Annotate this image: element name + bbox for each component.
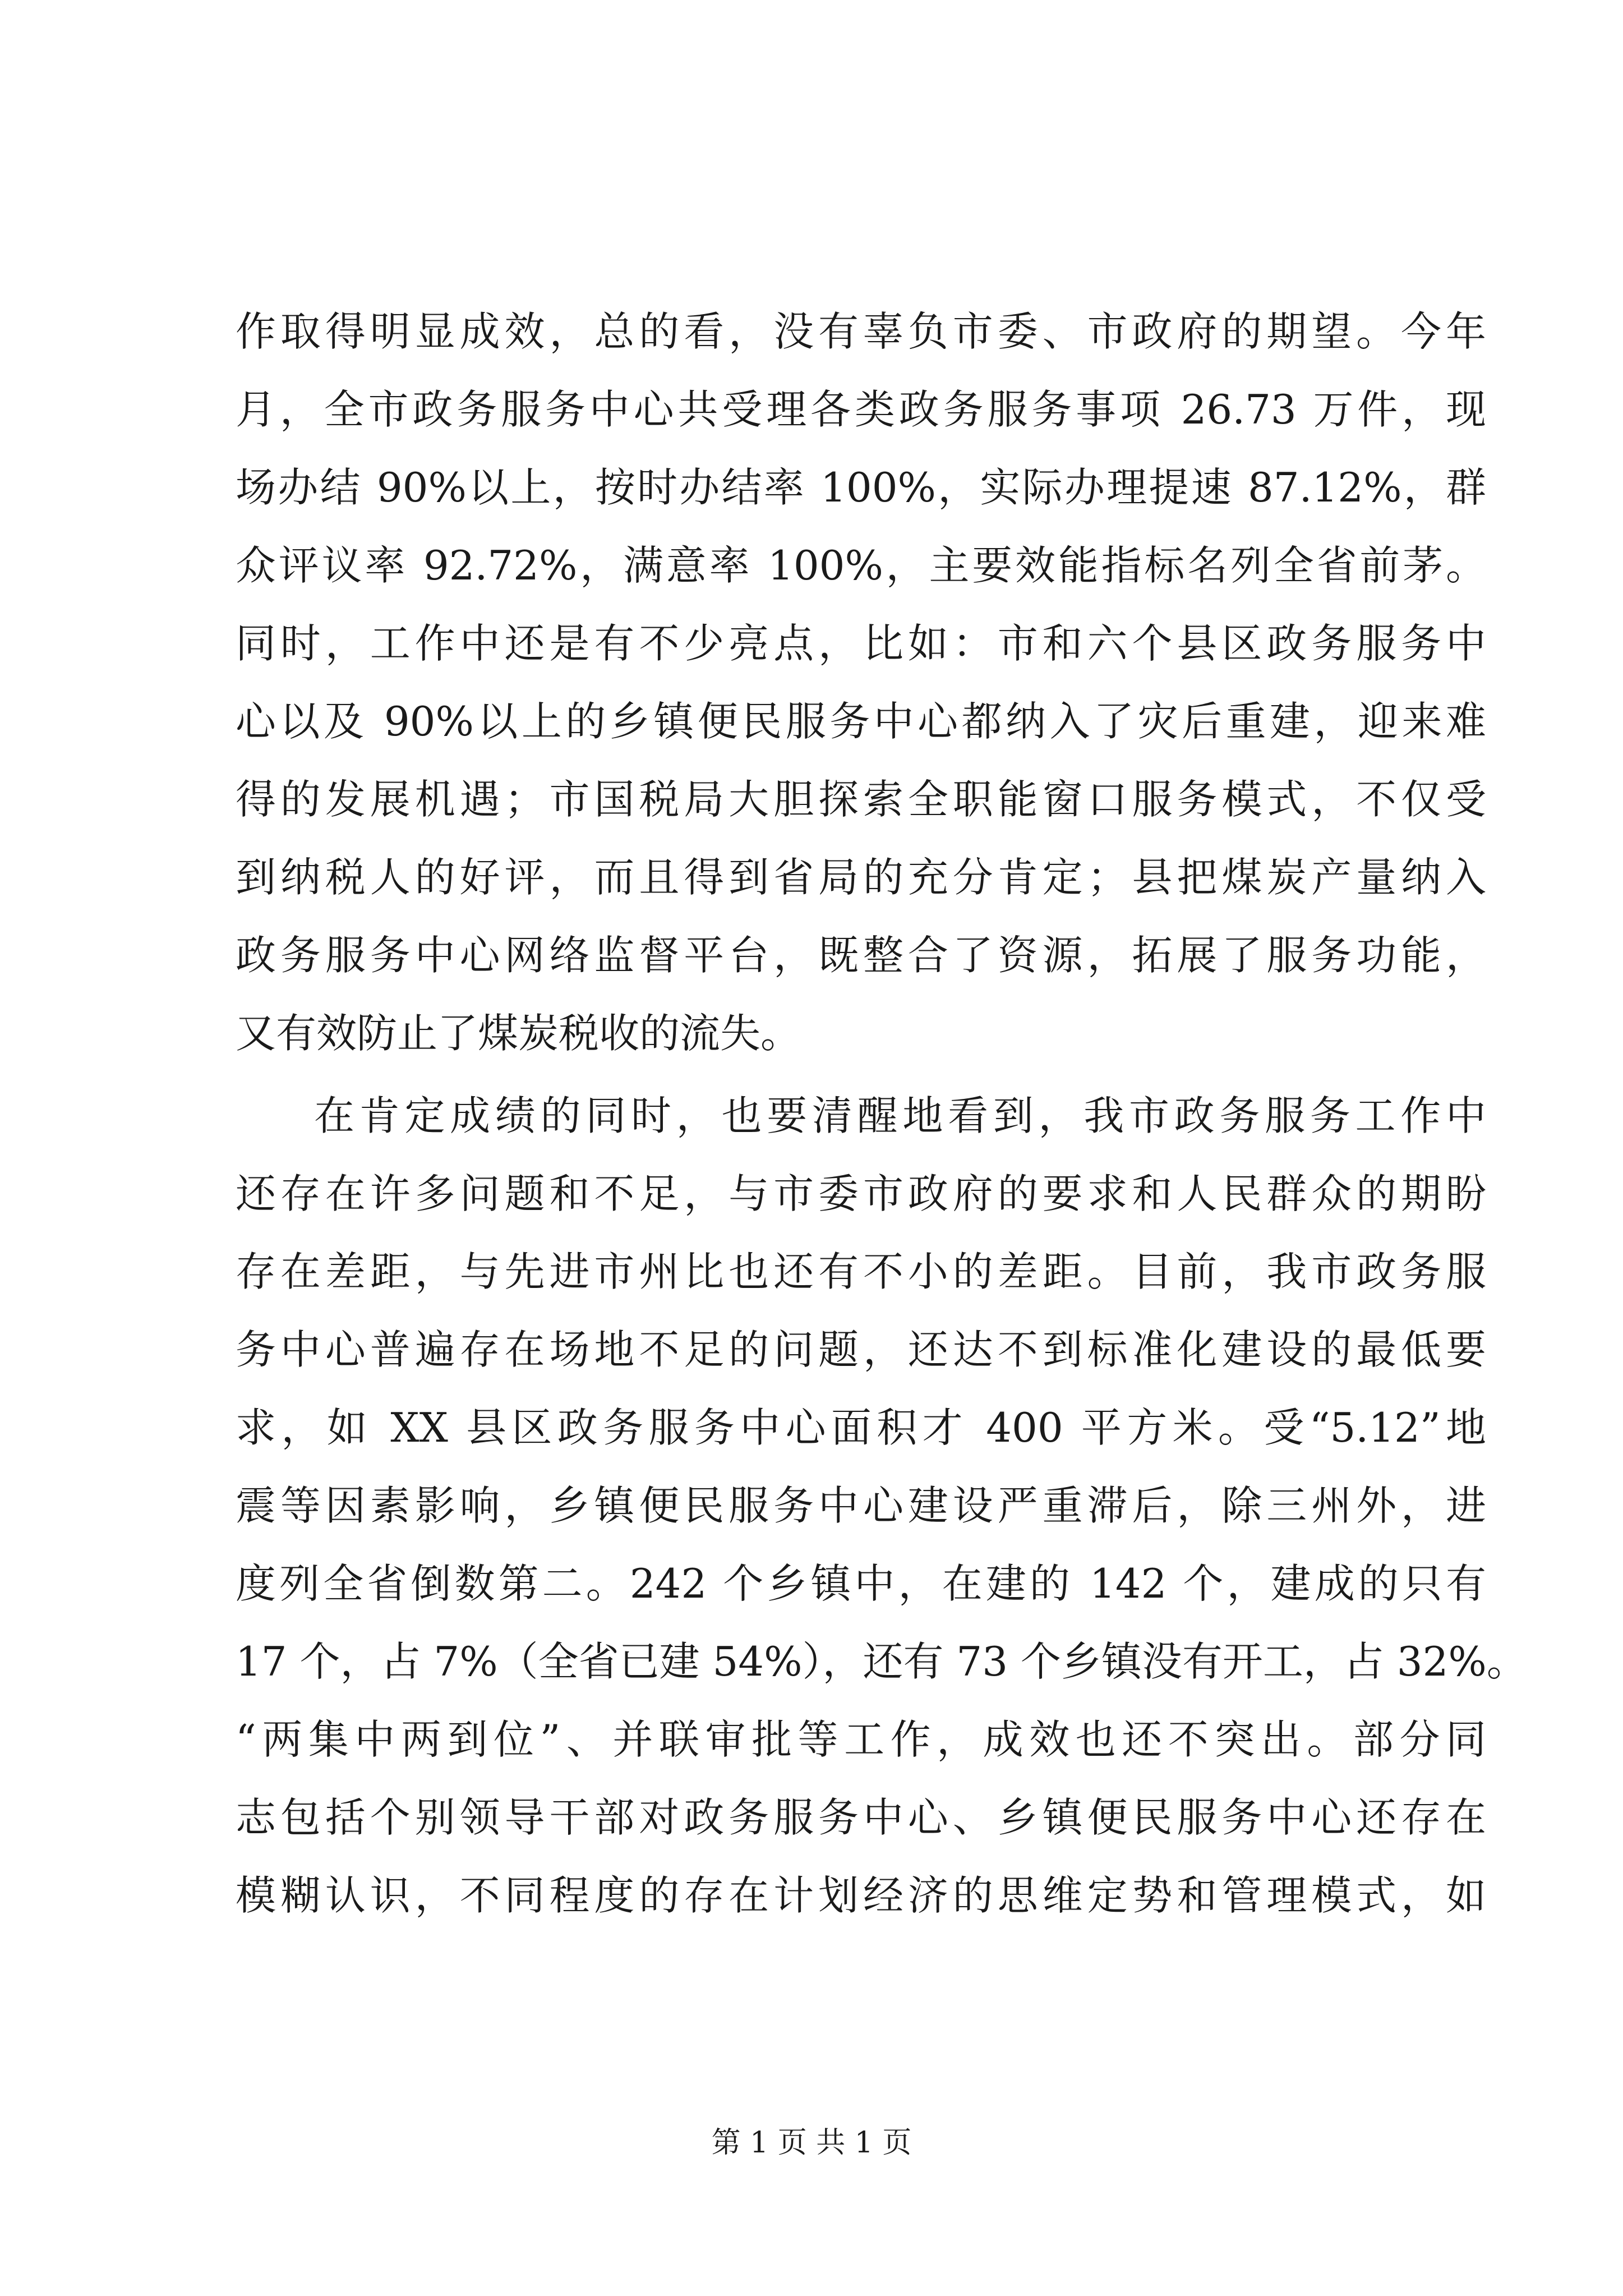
paragraph-1-line: 又有效防止了煤炭税收的流失。 bbox=[236, 1010, 801, 1057]
paragraph-2-line: 还存在许多问题和不足，与市委市政府的要求和人民群众的期盼 bbox=[236, 1170, 1486, 1217]
paragraph-2-line: 度列全省倒数第二。242 个乡镇中，在建的 142 个，建成的只有 bbox=[236, 1560, 1486, 1607]
body-text bbox=[236, 293, 1527, 1935]
paragraph-2-line: 求，如 XX 县区政务服务中心面积才 400 平方米。受“5.12”地 bbox=[236, 1404, 1486, 1451]
paragraph-1-line: 心以及 90%以上的乡镇便民服务中心都纳入了灾后重建，迎来难 bbox=[236, 698, 1486, 745]
paragraph-2-line: 模糊认识，不同程度的存在计划经济的思维定势和管理模式，如 bbox=[236, 1872, 1486, 1919]
paragraph-1-line: 月，全市政务服务中心共受理各类政务服务事项 26.73 万件，现 bbox=[236, 386, 1486, 433]
paragraph-1-line: 众评议率 92.72%，满意率 100%，主要效能指标名列全省前茅。 bbox=[236, 542, 1486, 589]
paragraph-2-line: 17 个，占 7%（全省已建 54%），还有 73 个乡镇没有开工，占 32%。 bbox=[236, 1638, 1527, 1685]
paragraph-2-line: “两集中两到位”、并联审批等工作，成效也还不突出。部分同 bbox=[236, 1716, 1486, 1763]
paragraph-2-line: 在肯定成绩的同时，也要清醒地看到，我市政务服务工作中 bbox=[314, 1092, 1486, 1139]
paragraph-1-line: 同时，工作中还是有不少亮点，比如：市和六个县区政务服务中 bbox=[236, 620, 1486, 667]
paragraph-2-line: 务中心普遍存在场地不足的问题，还达不到标准化建设的最低要 bbox=[236, 1326, 1486, 1373]
paragraph-1-line: 作取得明显成效，总的看，没有辜负市委、市政府的期望。今年 bbox=[236, 308, 1486, 355]
paragraph-2-line: 志包括个别领导干部对政务服务中心、乡镇便民服务中心还存在 bbox=[236, 1794, 1486, 1841]
paragraph-2-line: 震等因素影响，乡镇便民服务中心建设严重滞后，除三州外，进 bbox=[236, 1482, 1486, 1529]
paragraph-2-line: 存在差距，与先进市州比也还有不小的差距。目前，我市政务服 bbox=[236, 1248, 1486, 1295]
paragraph-1-line: 政务服务中心网络监督平台，既整合了资源，拓展了服务功能， bbox=[236, 932, 1486, 979]
page-footer: 第 1 页 共 1 页 bbox=[711, 2126, 912, 2160]
paragraph-1-line: 场办结 90%以上，按时办结率 100%，实际办理提速 87.12%，群 bbox=[236, 464, 1486, 511]
paragraph-1-line: 得的发展机遇；市国税局大胆探索全职能窗口服务模式，不仅受 bbox=[236, 776, 1486, 823]
paragraph-gap bbox=[236, 1073, 1486, 1077]
paragraph-1-line: 到纳税人的好评，而且得到省局的充分肯定；县把煤炭产量纳入 bbox=[236, 854, 1486, 901]
